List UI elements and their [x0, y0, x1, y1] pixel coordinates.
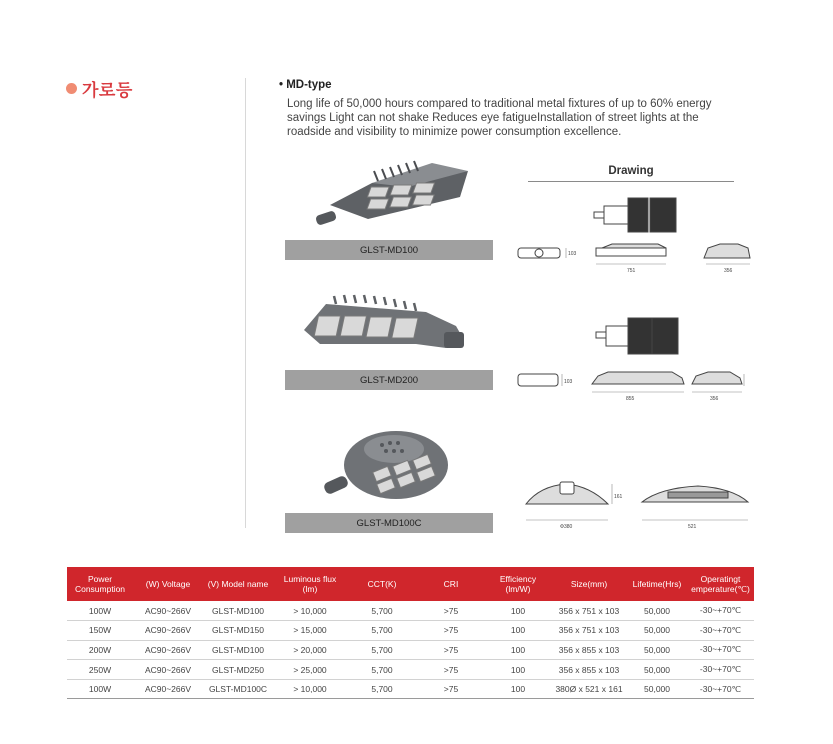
spec-table-header-text: (V) Model name	[207, 579, 269, 589]
spec-table-header-cell	[627, 567, 687, 601]
spec-table-header-text: (lm/W)	[505, 584, 531, 594]
spec-table-cell: 356 x 855 x 103	[551, 660, 627, 680]
product-description: Long life of 50,000 hours compared to traditional metal fixtures of up to 60% energy savings Light can not shake Reduces eye fatigueInstallation of street lights at the roadside and visibility to minimize power consumption excellence.	[287, 98, 712, 139]
drawing-md200-height-dim: 103	[564, 379, 573, 385]
bullet-dot-icon	[66, 83, 77, 94]
spec-table-cell: GLST-MD100	[203, 640, 273, 660]
spec-table-header-row	[67, 567, 754, 601]
product-type-label: • MD-type	[279, 79, 332, 91]
spec-table-cell: > 10,000	[273, 679, 347, 699]
drawing-header: Drawing	[608, 165, 654, 177]
section-heading	[66, 76, 133, 101]
spec-table-cell: -30~+70℃	[687, 640, 754, 660]
product-photo-md100c	[320, 425, 450, 505]
spec-table	[67, 567, 754, 699]
spec-table-cell: 100	[485, 621, 551, 641]
spec-table-cell: AC90~266V	[133, 621, 203, 641]
spec-table-cell: > 20,000	[273, 640, 347, 660]
spec-table-cell: 100	[485, 640, 551, 660]
spec-table-cell: 50,000	[627, 679, 687, 699]
spec-table-header-cell	[133, 567, 203, 601]
spec-table-header-cell	[273, 567, 347, 601]
spec-table-header-cell	[347, 567, 417, 601]
spec-table-header-text: Lifetime(Hrs)	[632, 579, 682, 589]
drawing-md100-width-dim: 356	[724, 268, 733, 274]
spec-table-row	[67, 679, 754, 699]
spec-table-cell: 356 x 751 x 103	[551, 621, 627, 641]
spec-table-cell: -30~+70℃	[687, 660, 754, 680]
drawing-md200	[512, 312, 752, 404]
spec-table-cell: 5,700	[347, 640, 417, 660]
spec-table-cell: AC90~266V	[133, 679, 203, 699]
spec-table-cell: 100	[485, 601, 551, 621]
spec-table-cell: 150W	[67, 621, 133, 641]
drawing-md100c	[520, 476, 756, 536]
spec-table-header-cell	[203, 567, 273, 601]
spec-table-cell: 5,700	[347, 621, 417, 641]
spec-table-header-text: CRI	[443, 579, 459, 589]
spec-table-cell: 356 x 751 x 103	[551, 601, 627, 621]
spec-table-header-text: Size(mm)	[570, 579, 608, 589]
spec-table-cell: >75	[417, 601, 485, 621]
spec-table-row	[67, 621, 754, 641]
spec-table-cell: 50,000	[627, 660, 687, 680]
product-photo-md100	[312, 157, 472, 232]
spec-table-cell: GLST-MD100C	[203, 679, 273, 699]
drawing-md100-height-dim: 103	[568, 251, 577, 257]
spec-table-header-text: Operatingt	[700, 574, 741, 584]
spec-table-cell: 100	[485, 679, 551, 699]
drawing-md100	[512, 190, 752, 280]
spec-table-cell: 50,000	[627, 621, 687, 641]
spec-table-header-text: CCT(K)	[367, 579, 397, 589]
spec-table-cell: GLST-MD250	[203, 660, 273, 680]
spec-table-header-text: Consumption	[74, 584, 126, 594]
spec-table-cell: AC90~266V	[133, 601, 203, 621]
spec-table-cell: 5,700	[347, 660, 417, 680]
spec-table-cell: 5,700	[347, 601, 417, 621]
spec-table-cell: > 15,000	[273, 621, 347, 641]
drawing-md200-length-dim: 855	[626, 396, 635, 402]
spec-table-body	[67, 601, 754, 699]
spec-table-row	[67, 601, 754, 621]
spec-table-cell: 50,000	[627, 640, 687, 660]
spec-table-header-text: (W) Voltage	[145, 579, 191, 589]
drawing-md200-width-dim: 356	[710, 396, 719, 402]
spec-table-cell: >75	[417, 621, 485, 641]
product-label-md200: GLST-MD200	[285, 370, 493, 390]
spec-table-cell: AC90~266V	[133, 660, 203, 680]
vertical-divider	[245, 78, 246, 528]
drawing-header-rule	[528, 181, 734, 182]
spec-table-cell: 356 x 855 x 103	[551, 640, 627, 660]
spec-table-header-text: Power	[87, 574, 113, 584]
spec-table-cell: 200W	[67, 640, 133, 660]
spec-table-header-cell	[687, 567, 754, 601]
spec-table-header-text: Luminous flux	[283, 574, 337, 584]
spec-table-cell: AC90~266V	[133, 640, 203, 660]
spec-table-cell: >75	[417, 660, 485, 680]
spec-table-cell: > 10,000	[273, 601, 347, 621]
spec-table-cell: GLST-MD150	[203, 621, 273, 641]
drawing-md100c-height-dim: 161	[614, 494, 623, 500]
spec-table-cell: 100W	[67, 601, 133, 621]
spec-table-header-text: Efficiency	[499, 574, 537, 584]
spec-table-cell: 100W	[67, 679, 133, 699]
spec-table-header-cell	[485, 567, 551, 601]
spec-table-header-text: (lm)	[302, 584, 318, 594]
drawing-md100-length-dim: 751	[627, 268, 636, 274]
spec-table-cell: -30~+70℃	[687, 621, 754, 641]
spec-table-cell: 50,000	[627, 601, 687, 621]
spec-table-header-text: emperature(℃)	[691, 584, 750, 594]
spec-table-cell: > 25,000	[273, 660, 347, 680]
spec-table-row	[67, 660, 754, 680]
spec-table-cell: >75	[417, 640, 485, 660]
product-label-md100: GLST-MD100	[285, 240, 493, 260]
spec-table-header-cell	[67, 567, 133, 601]
spec-table-row	[67, 640, 754, 660]
spec-table-cell: -30~+70℃	[687, 601, 754, 621]
product-label-md100c: GLST-MD100C	[285, 513, 493, 533]
spec-table-cell: 100	[485, 660, 551, 680]
drawing-md100c-length-dim: 521	[688, 524, 697, 530]
spec-table-cell: 5,700	[347, 679, 417, 699]
drawing-md100c-diameter-dim: Φ380	[560, 524, 573, 530]
spec-table-cell: GLST-MD100	[203, 601, 273, 621]
spec-table-cell: >75	[417, 679, 485, 699]
spec-table-header-cell	[417, 567, 485, 601]
spec-table-header-cell	[551, 567, 627, 601]
spec-table-cell: 250W	[67, 660, 133, 680]
spec-table-cell: 380Ø x 521 x 161	[551, 679, 627, 699]
spec-table-cell: -30~+70℃	[687, 679, 754, 699]
section-title: 가로등	[82, 81, 133, 100]
product-photo-md200	[296, 290, 471, 360]
